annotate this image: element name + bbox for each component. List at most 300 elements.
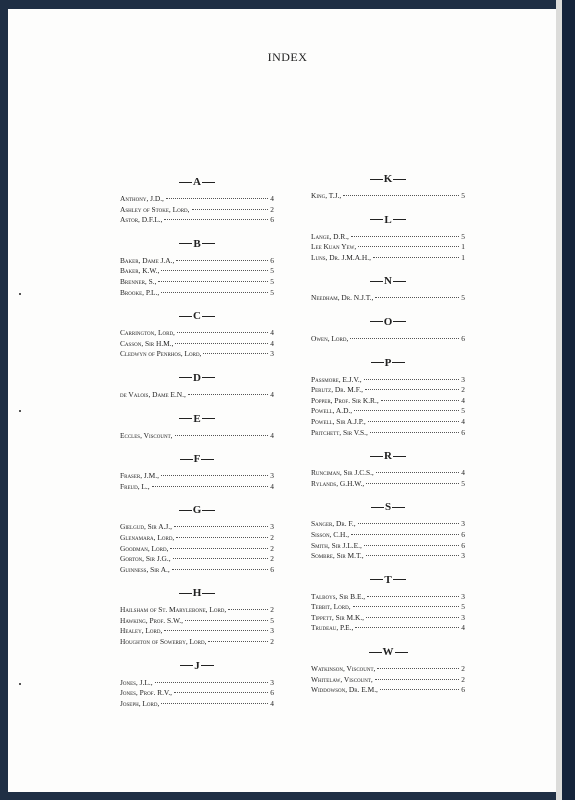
heading-rule (393, 281, 406, 282)
section-letter: O (383, 315, 393, 328)
heading-rule (370, 281, 383, 282)
index-entry (311, 468, 465, 479)
leader-dots (358, 246, 459, 247)
section-letter: J (194, 659, 200, 672)
index-section (311, 500, 465, 561)
entry-name: Hailsham of St. Marylebone, Lord, (120, 605, 227, 615)
leader-dots (364, 545, 459, 546)
entry-name: Talboys, Sir B.E., (311, 591, 366, 601)
entry-page-number: 3 (270, 471, 274, 481)
entry-name: Needham, Dr. N.J.T., (311, 293, 374, 303)
heading-rule (202, 510, 215, 511)
margin-mark (19, 410, 21, 412)
heading-rule (371, 362, 384, 363)
entry-page-number: 6 (270, 255, 274, 265)
entry-name: King, T.J., (311, 191, 342, 200)
index-entry (311, 334, 465, 345)
heading-rule (393, 579, 406, 580)
index-entry (120, 471, 274, 482)
index-entry (120, 688, 274, 699)
leader-dots (358, 523, 460, 524)
index-entry (120, 544, 274, 555)
entry-page-number: 5 (461, 602, 465, 612)
entry-name: Fraser, J.M., (120, 471, 159, 481)
leader-dots (173, 558, 269, 559)
entry-page-number: 5 (461, 191, 465, 200)
entry-name: Whitelaw, Viscount, (311, 674, 373, 684)
heading-rule (370, 579, 383, 580)
index-entry (120, 616, 274, 627)
section-letter-heading (311, 274, 465, 288)
leader-dots (174, 526, 268, 527)
heading-rule (179, 316, 192, 317)
entry-page-number: 5 (270, 615, 274, 625)
entry-page-number: 3 (270, 677, 274, 687)
index-entry (120, 522, 274, 533)
entry-page-number: 2 (461, 664, 465, 674)
leader-dots (350, 338, 459, 339)
heading-rule (393, 219, 406, 220)
leader-dots (351, 534, 459, 535)
entry-name: Jones, Prof. R.V., (120, 688, 173, 698)
section-letter: N (384, 275, 392, 288)
entry-name: Casson, Sir H.M., (120, 338, 174, 348)
index-entry (311, 428, 465, 439)
entry-page-number: 4 (461, 468, 465, 478)
leader-dots (203, 353, 268, 354)
section-letter: W (382, 646, 394, 659)
heading-rule (370, 219, 383, 220)
entry-name: Powell, A.D., (311, 406, 353, 416)
index-entry (311, 530, 465, 541)
entry-page-number: 5 (461, 293, 465, 303)
entry-page-number: 4 (270, 430, 274, 440)
section-letter-heading (120, 659, 274, 673)
heading-rule (202, 377, 215, 378)
index-section (120, 503, 274, 575)
heading-rule (370, 179, 383, 180)
index-entry (120, 390, 274, 401)
margin-mark (19, 683, 21, 685)
index-entry (120, 678, 274, 689)
leader-dots (155, 682, 269, 683)
index-column-right (311, 172, 465, 707)
section-letter: D (193, 371, 201, 384)
index-section (120, 659, 274, 710)
index-entry (311, 406, 465, 417)
entry-page-number: 4 (270, 328, 274, 338)
leader-dots (343, 195, 459, 196)
section-letter: K (383, 173, 393, 185)
entry-page-number: 4 (270, 389, 274, 399)
entry-page-number: 5 (461, 406, 465, 416)
index-entry (311, 191, 465, 202)
section-letter-heading (311, 213, 465, 227)
entry-name: Baker, Dame J.A., (120, 255, 175, 265)
entry-name: Widdowson, Dr. E.M., (311, 685, 378, 695)
index-entry (311, 541, 465, 552)
entry-page-number: 4 (270, 698, 274, 708)
index-entry (311, 479, 465, 490)
index-entry (120, 482, 274, 493)
entry-name: Sombre, Sir M.T., (311, 551, 364, 561)
leader-dots (174, 692, 268, 693)
heading-rule (179, 243, 192, 244)
leader-dots (185, 620, 268, 621)
page-title: INDEX (267, 50, 308, 64)
entry-name: Jones, J.L., (120, 677, 153, 687)
entry-name: Glenamara, Lord, (120, 532, 175, 542)
leader-dots (161, 292, 268, 293)
section-letter: H (192, 587, 202, 600)
index-entry (120, 256, 274, 267)
entry-page-number: 3 (461, 519, 465, 529)
section-letter-heading (120, 503, 274, 517)
heading-rule (179, 510, 192, 511)
entry-page-number: 6 (270, 215, 274, 225)
leader-dots (175, 343, 268, 344)
section-letter: P (384, 356, 392, 369)
index-entry (311, 613, 465, 624)
index-entry (311, 675, 465, 686)
entry-page-number: 3 (270, 349, 274, 359)
index-entry (311, 623, 465, 634)
entry-name: Joseph, Lord, (120, 698, 160, 708)
index-entry (120, 205, 274, 216)
index-entry (311, 242, 465, 253)
index-entry (311, 253, 465, 264)
entry-name: Cledwyn of Penrhos, Lord, (120, 349, 202, 359)
entry-name: Anthony, J.D., (120, 194, 164, 203)
index-section (311, 356, 465, 439)
index-section (311, 315, 465, 345)
section-letter: L (384, 213, 392, 226)
entry-name: Houghton of Sowerby, Lord, (120, 637, 207, 647)
section-letter-heading (120, 586, 274, 600)
entry-name: Carrington, Lord, (120, 328, 175, 338)
entry-page-number: 4 (461, 416, 465, 426)
leader-dots (353, 606, 460, 607)
heading-rule (202, 182, 215, 183)
section-letter: B (193, 237, 201, 250)
entry-name: Smith, Sir J.L.E., (311, 540, 362, 550)
entry-page-number: 3 (270, 626, 274, 636)
margin-mark (19, 293, 21, 295)
section-letter-heading (311, 645, 465, 659)
entry-name: Pritchett, Sir V.S., (311, 427, 368, 437)
entry-page-number: 2 (270, 554, 274, 564)
section-letter-heading (120, 452, 274, 466)
entry-page-number: 2 (270, 532, 274, 542)
entry-name: Runciman, Sir J.C.S., (311, 468, 374, 478)
index-entry (120, 431, 274, 442)
leader-dots (375, 679, 460, 680)
index-section (120, 309, 274, 360)
leader-dots (355, 627, 459, 628)
leader-dots (208, 641, 268, 642)
heading-rule (393, 456, 406, 457)
leader-dots (366, 555, 460, 556)
index-entry (120, 699, 274, 710)
index-entry (311, 232, 465, 243)
leader-dots (366, 483, 459, 484)
heading-rule (369, 652, 382, 653)
section-letter: G (192, 504, 202, 517)
leader-dots (228, 609, 268, 610)
heading-rule (180, 459, 193, 460)
leader-dots (365, 389, 459, 390)
leader-dots (177, 332, 268, 333)
index-entry (120, 288, 274, 299)
leader-dots (176, 537, 268, 538)
entry-name: de Valois, Dame E.N., (120, 389, 186, 399)
leader-dots (364, 379, 460, 380)
entry-name: Brooke, P.L., (120, 287, 160, 297)
entry-name: Gielgud, Sir A.J., (120, 522, 172, 532)
entry-name: Popper, Prof. Sir K.R., (311, 395, 379, 405)
heading-rule (201, 459, 214, 460)
entry-page-number: 1 (461, 252, 465, 262)
leader-dots (366, 617, 459, 618)
entry-page-number: 5 (461, 231, 465, 241)
heading-rule (179, 418, 192, 419)
entry-page-number: 5 (270, 287, 274, 297)
entry-name: Lange, D.R., (311, 231, 349, 241)
section-letter-heading (311, 500, 465, 514)
entry-page-number: 6 (461, 685, 465, 695)
entry-page-number: 3 (461, 551, 465, 561)
leader-dots (380, 689, 459, 690)
entry-page-number: 5 (270, 276, 274, 286)
index-entry (120, 533, 274, 544)
leader-dots (172, 569, 269, 570)
section-letter: T (384, 573, 392, 586)
leader-dots (164, 219, 268, 220)
index-section (311, 449, 465, 489)
index-entry (120, 339, 274, 350)
leader-dots (158, 281, 268, 282)
index-entry (120, 277, 274, 288)
leader-dots (373, 257, 459, 258)
entry-page-number: 6 (270, 688, 274, 698)
entry-name: Goodman, Lord, (120, 543, 169, 553)
section-letter-heading (311, 315, 465, 329)
index-entry (120, 266, 274, 277)
heading-rule (395, 652, 408, 653)
background-strip (562, 0, 575, 800)
index-section (120, 237, 274, 298)
entry-page-number: 6 (461, 529, 465, 539)
index-entry (120, 565, 274, 576)
leader-dots (367, 596, 459, 597)
index-section (311, 213, 465, 264)
entry-page-number: 2 (461, 385, 465, 395)
leader-dots (175, 435, 269, 436)
entry-page-number: 3 (461, 612, 465, 622)
heading-rule (179, 377, 192, 378)
section-letter: S (384, 501, 392, 514)
leader-dots (161, 475, 268, 476)
leader-dots (354, 410, 459, 411)
leader-dots (188, 394, 268, 395)
entry-page-number: 6 (461, 333, 465, 343)
entry-name: Brenner, S., (120, 276, 157, 286)
leader-dots (161, 270, 268, 271)
index-entry (311, 602, 465, 613)
heading-rule (393, 321, 406, 322)
leader-dots (176, 260, 268, 261)
leader-dots (166, 198, 268, 199)
entry-name: Passmore, E.J.V., (311, 374, 362, 384)
entry-name: Tippett, Sir M.K., (311, 612, 365, 622)
leader-dots (375, 297, 459, 298)
index-section (120, 412, 274, 442)
leader-dots (376, 472, 460, 473)
index-entry (311, 417, 465, 428)
section-letter: R (384, 450, 392, 463)
entry-name: Guinness, Sir A., (120, 564, 170, 574)
entry-name: Sisson, C.H., (311, 529, 350, 539)
index-section (120, 586, 274, 647)
index-entry (120, 554, 274, 565)
heading-rule (180, 665, 193, 666)
heading-rule (202, 316, 215, 317)
heading-rule (202, 593, 215, 594)
entry-page-number: 1 (461, 242, 465, 252)
index-column-left (120, 175, 274, 720)
entry-name: Rylands, G.H.W., (311, 478, 365, 488)
index-entry (311, 396, 465, 407)
entry-page-number: 3 (270, 522, 274, 532)
section-letter-heading (120, 237, 274, 251)
section-letter-heading (120, 371, 274, 385)
leader-dots (152, 486, 269, 487)
entry-page-number: 2 (270, 204, 274, 214)
leader-dots (192, 209, 269, 210)
index-section (120, 452, 274, 492)
heading-rule (370, 456, 383, 457)
entry-page-number: 4 (270, 194, 274, 203)
leader-dots (370, 432, 459, 433)
leader-dots (377, 668, 459, 669)
section-letter: F (193, 453, 201, 466)
entry-page-number: 6 (461, 540, 465, 550)
section-letter-heading (120, 309, 274, 323)
section-letter-heading (311, 356, 465, 370)
entry-page-number: 4 (461, 623, 465, 633)
index-section (311, 645, 465, 696)
heading-rule (179, 182, 192, 183)
index-section (311, 573, 465, 634)
entry-page-number: 6 (270, 564, 274, 574)
entry-name: Perutz, Dr. M.F., (311, 385, 363, 395)
index-entry (311, 293, 465, 304)
entry-page-number: 5 (461, 478, 465, 488)
entry-name: Tebbit, Lord, (311, 602, 351, 612)
entry-page-number: 5 (270, 266, 274, 276)
section-letter: E (193, 412, 201, 425)
heading-rule (393, 179, 406, 180)
entry-name: Ashley of Stoke, Lord, (120, 204, 190, 214)
entry-page-number: 4 (270, 481, 274, 491)
index-entry (311, 385, 465, 396)
index-section (120, 175, 274, 226)
index-entry (311, 685, 465, 696)
entry-page-number: 2 (270, 605, 274, 615)
index-entry (311, 664, 465, 675)
heading-rule (179, 593, 192, 594)
section-letter-heading (120, 412, 274, 426)
entry-name: Sanger, Dr. F., (311, 519, 356, 529)
leader-dots (381, 400, 460, 401)
leader-dots (368, 421, 460, 422)
entry-page-number: 3 (461, 591, 465, 601)
section-letter-heading (311, 573, 465, 587)
index-entry (120, 194, 274, 205)
index-entry (120, 215, 274, 226)
index-entry (311, 592, 465, 603)
section-letter: A (193, 176, 201, 188)
leader-dots (161, 703, 268, 704)
index-entry (311, 375, 465, 386)
index-section (311, 172, 465, 202)
entry-page-number: 6 (461, 427, 465, 437)
entry-name: Eccles, Viscount, (120, 430, 173, 440)
leader-dots (164, 630, 268, 631)
entry-name: Astor, D.F.L., (120, 215, 163, 225)
heading-rule (392, 507, 405, 508)
entry-page-number: 2 (270, 637, 274, 647)
leader-dots (170, 548, 268, 549)
entry-name: Hawking, Prof. S.W., (120, 615, 183, 625)
index-section (120, 371, 274, 401)
heading-rule (202, 418, 215, 419)
index-section (311, 274, 465, 304)
leader-dots (351, 236, 459, 237)
section-letter: C (193, 310, 201, 323)
index-entry (311, 551, 465, 562)
entry-name: Powell, Sir A.J.P., (311, 416, 366, 426)
heading-rule (392, 362, 405, 363)
entry-page-number: 4 (270, 338, 274, 348)
entry-name: Healey, Lord, (120, 626, 163, 636)
entry-name: Luns, Dr. J.M.A.H., (311, 252, 371, 262)
index-entry (120, 328, 274, 339)
entry-name: Owen, Lord, (311, 333, 349, 343)
entry-page-number: 4 (461, 395, 465, 405)
entry-name: Baker, K.W., (120, 266, 160, 276)
entry-name: Gorton, Sir J.G., (120, 554, 171, 564)
entry-name: Watkinson, Viscount, (311, 664, 376, 674)
index-entry (120, 349, 274, 360)
entry-name: Trudeau, P.E., (311, 623, 354, 633)
heading-rule (370, 321, 383, 322)
heading-rule (202, 243, 215, 244)
index-entry (311, 519, 465, 530)
entry-page-number: 2 (461, 674, 465, 684)
section-letter-heading (311, 172, 465, 186)
entry-name: Lee Kuan Yew, (311, 242, 357, 252)
heading-rule (371, 507, 384, 508)
index-entry (120, 626, 274, 637)
entry-page-number: 2 (270, 543, 274, 553)
index-entry (120, 637, 274, 648)
index-entry (120, 605, 274, 616)
section-letter-heading (120, 175, 274, 189)
entry-name: Freud, L., (120, 481, 150, 491)
heading-rule (201, 665, 214, 666)
document-page (8, 9, 556, 792)
